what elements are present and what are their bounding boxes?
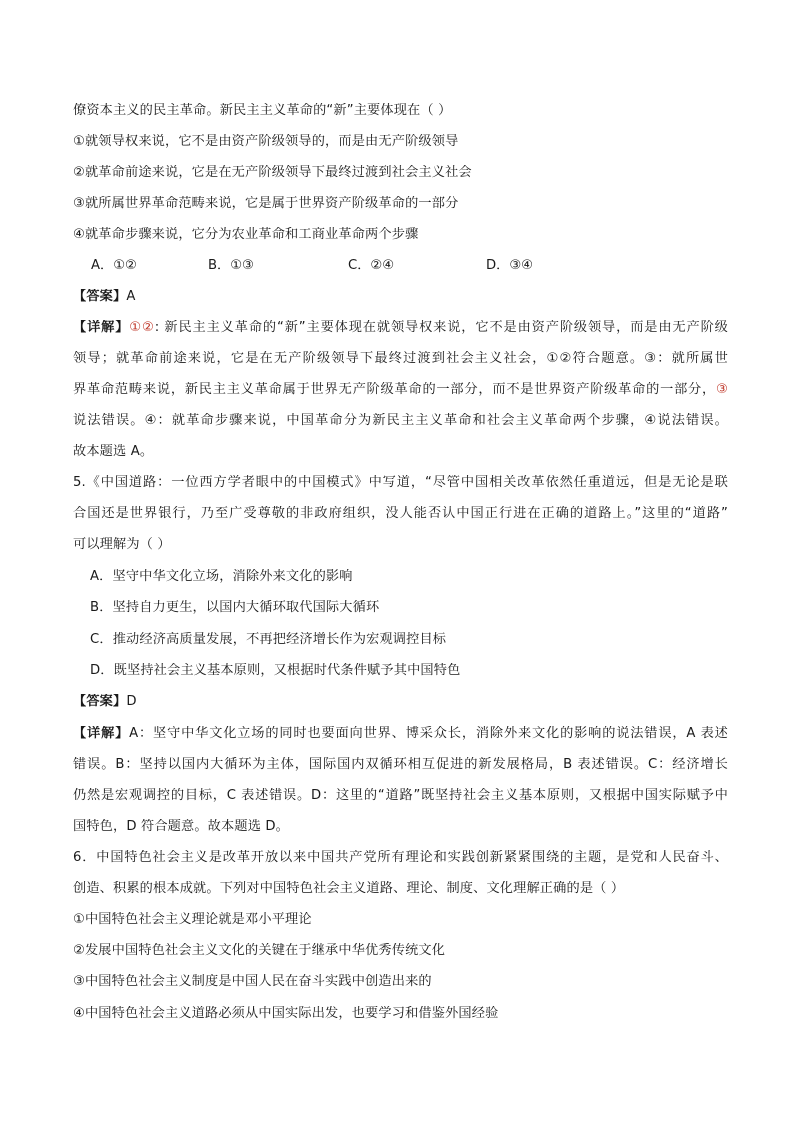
detail-text: : 新民主主义革命的“新”主要体现在就领导权来说，它不是由资产阶级领导，而是由无产阶级 [154, 320, 728, 335]
q6-stem-line-2: 创造、积累的根本成就。下列对中国特色社会主义道路、理论、制度、文化理解正确的是（ ） [73, 881, 625, 896]
q6-stem-line-1: 6．中国特色社会主义是改革开放以来中国共产党所有理论和实践创新紧紧围绕的主题，是党和人民奋斗、 [73, 850, 728, 865]
q5-stem-line-2: 合国还是世界银行，乃至广受尊敬的非政府组织，没人能否认中国正行进在正确的道路上。”这里的“道路” [73, 506, 728, 521]
q5-option-c: C．推动经济高质量发展，不再把经济增长作为宏观调控目标 [90, 632, 447, 647]
q5-option-d: D．既坚持社会主义基本原则，又根据时代条件赋予其中国特色 [90, 663, 461, 678]
detail-text: A：坚守中华文化立场的同时也要面向世界、博采众长，消除外来文化的影响的说法错误，A 表述 [129, 726, 728, 741]
detail-text: 界革命范畴来说，新民主主义革命属于世界无产阶级革命的一部分，而不是世界资产阶级革命的一部分， [73, 382, 717, 397]
answer-label: 【答案】 [73, 289, 127, 304]
q5-answer [73, 694, 728, 710]
q4-answer [73, 289, 728, 305]
q5-option-a: A．坚守中华文化立场，消除外来文化的影响 [90, 569, 353, 584]
q5-detail-line-2: 错误。B：坚持以国内大循环为主体，国际国内双循环相互促进的新发展格局，B 表述错误。C：经济增长 [73, 757, 728, 772]
answer-value: A [126, 289, 136, 304]
q5-detail-line-3: 仍然是宏观调控的目标，C 表述错误。D：这里的“道路”既坚持社会主义基本原则，又根据中国实际赋予中 [73, 788, 728, 803]
q4-detail-line-3 [73, 382, 728, 398]
q4-item-3: ③就所属世界革命范畴来说，它是属于世界资产阶级革命的一部分 [73, 196, 459, 211]
q4-option-c: C．②④ [348, 258, 395, 273]
q5-stem-line-1: 5.《中国道路：一位西方学者眼中的中国模式》中写道，“尽管中国相关改革依然任重道远，但是无论是联 [73, 475, 728, 490]
q5-detail-line-1 [73, 726, 728, 742]
q6-item-3: ③中国特色社会主义制度是中国人民在奋斗实践中创造出来的 [73, 974, 432, 989]
q5-stem-line-3: 可以理解为（ ） [73, 537, 171, 552]
q4-detail-line-1 [73, 320, 728, 336]
q4-option-a: A．①② [91, 258, 137, 273]
detail-label: 【详解】 [73, 320, 130, 335]
q6-item-1: ①中国特色社会主义理论就是邓小平理论 [73, 912, 312, 927]
q6-item-4: ④中国特色社会主义道路必须从中国实际出发，也要学习和借鉴外国经验 [73, 1006, 499, 1021]
q5-option-b: B．坚持自力更生，以国内大循环取代国际大循环 [90, 600, 380, 615]
q4-detail-line-2: 领导；就革命前途来说，它是在无产阶级领导下最终过渡到社会主义社会，①②符合题意。③：就所属世 [73, 351, 728, 366]
q4-item-1: ①就领导权来说，它不是由资产阶级领导的，而是由无产阶级领导 [73, 134, 459, 149]
answer-label: 【答案】 [73, 694, 127, 709]
q4-item-4: ④就革命步骤来说，它分为农业革命和工商业革命两个步骤 [73, 227, 419, 242]
q4-option-b: B．①③ [208, 258, 254, 273]
detail-marker: ③ [716, 382, 728, 397]
detail-marker: ①② [129, 320, 155, 335]
q4-stem: 僚资本主义的民主革命。新民主主义革命的“新”主要体现在（ ） [73, 103, 452, 118]
q4-detail-line-4: 说法错误。④：就革命步骤来说，中国革命分为新民主主义革命和社会主义革命两个步骤，④说法错误。 [73, 413, 728, 428]
q4-detail-line-5: 故本题选 A。 [73, 444, 154, 459]
q4-item-2: ②就革命前途来说，它是在无产阶级领导下最终过渡到社会主义社会 [73, 165, 472, 180]
q6-item-2: ②发展中国特色社会主义文化的关键在于继承中华优秀传统文化 [73, 943, 446, 958]
q5-detail-line-4: 国特色，D 符合题意。故本题选 D。 [73, 819, 290, 834]
answer-value: D [126, 694, 137, 709]
q4-option-d: D．③④ [486, 258, 533, 273]
detail-label: 【详解】 [73, 726, 130, 741]
